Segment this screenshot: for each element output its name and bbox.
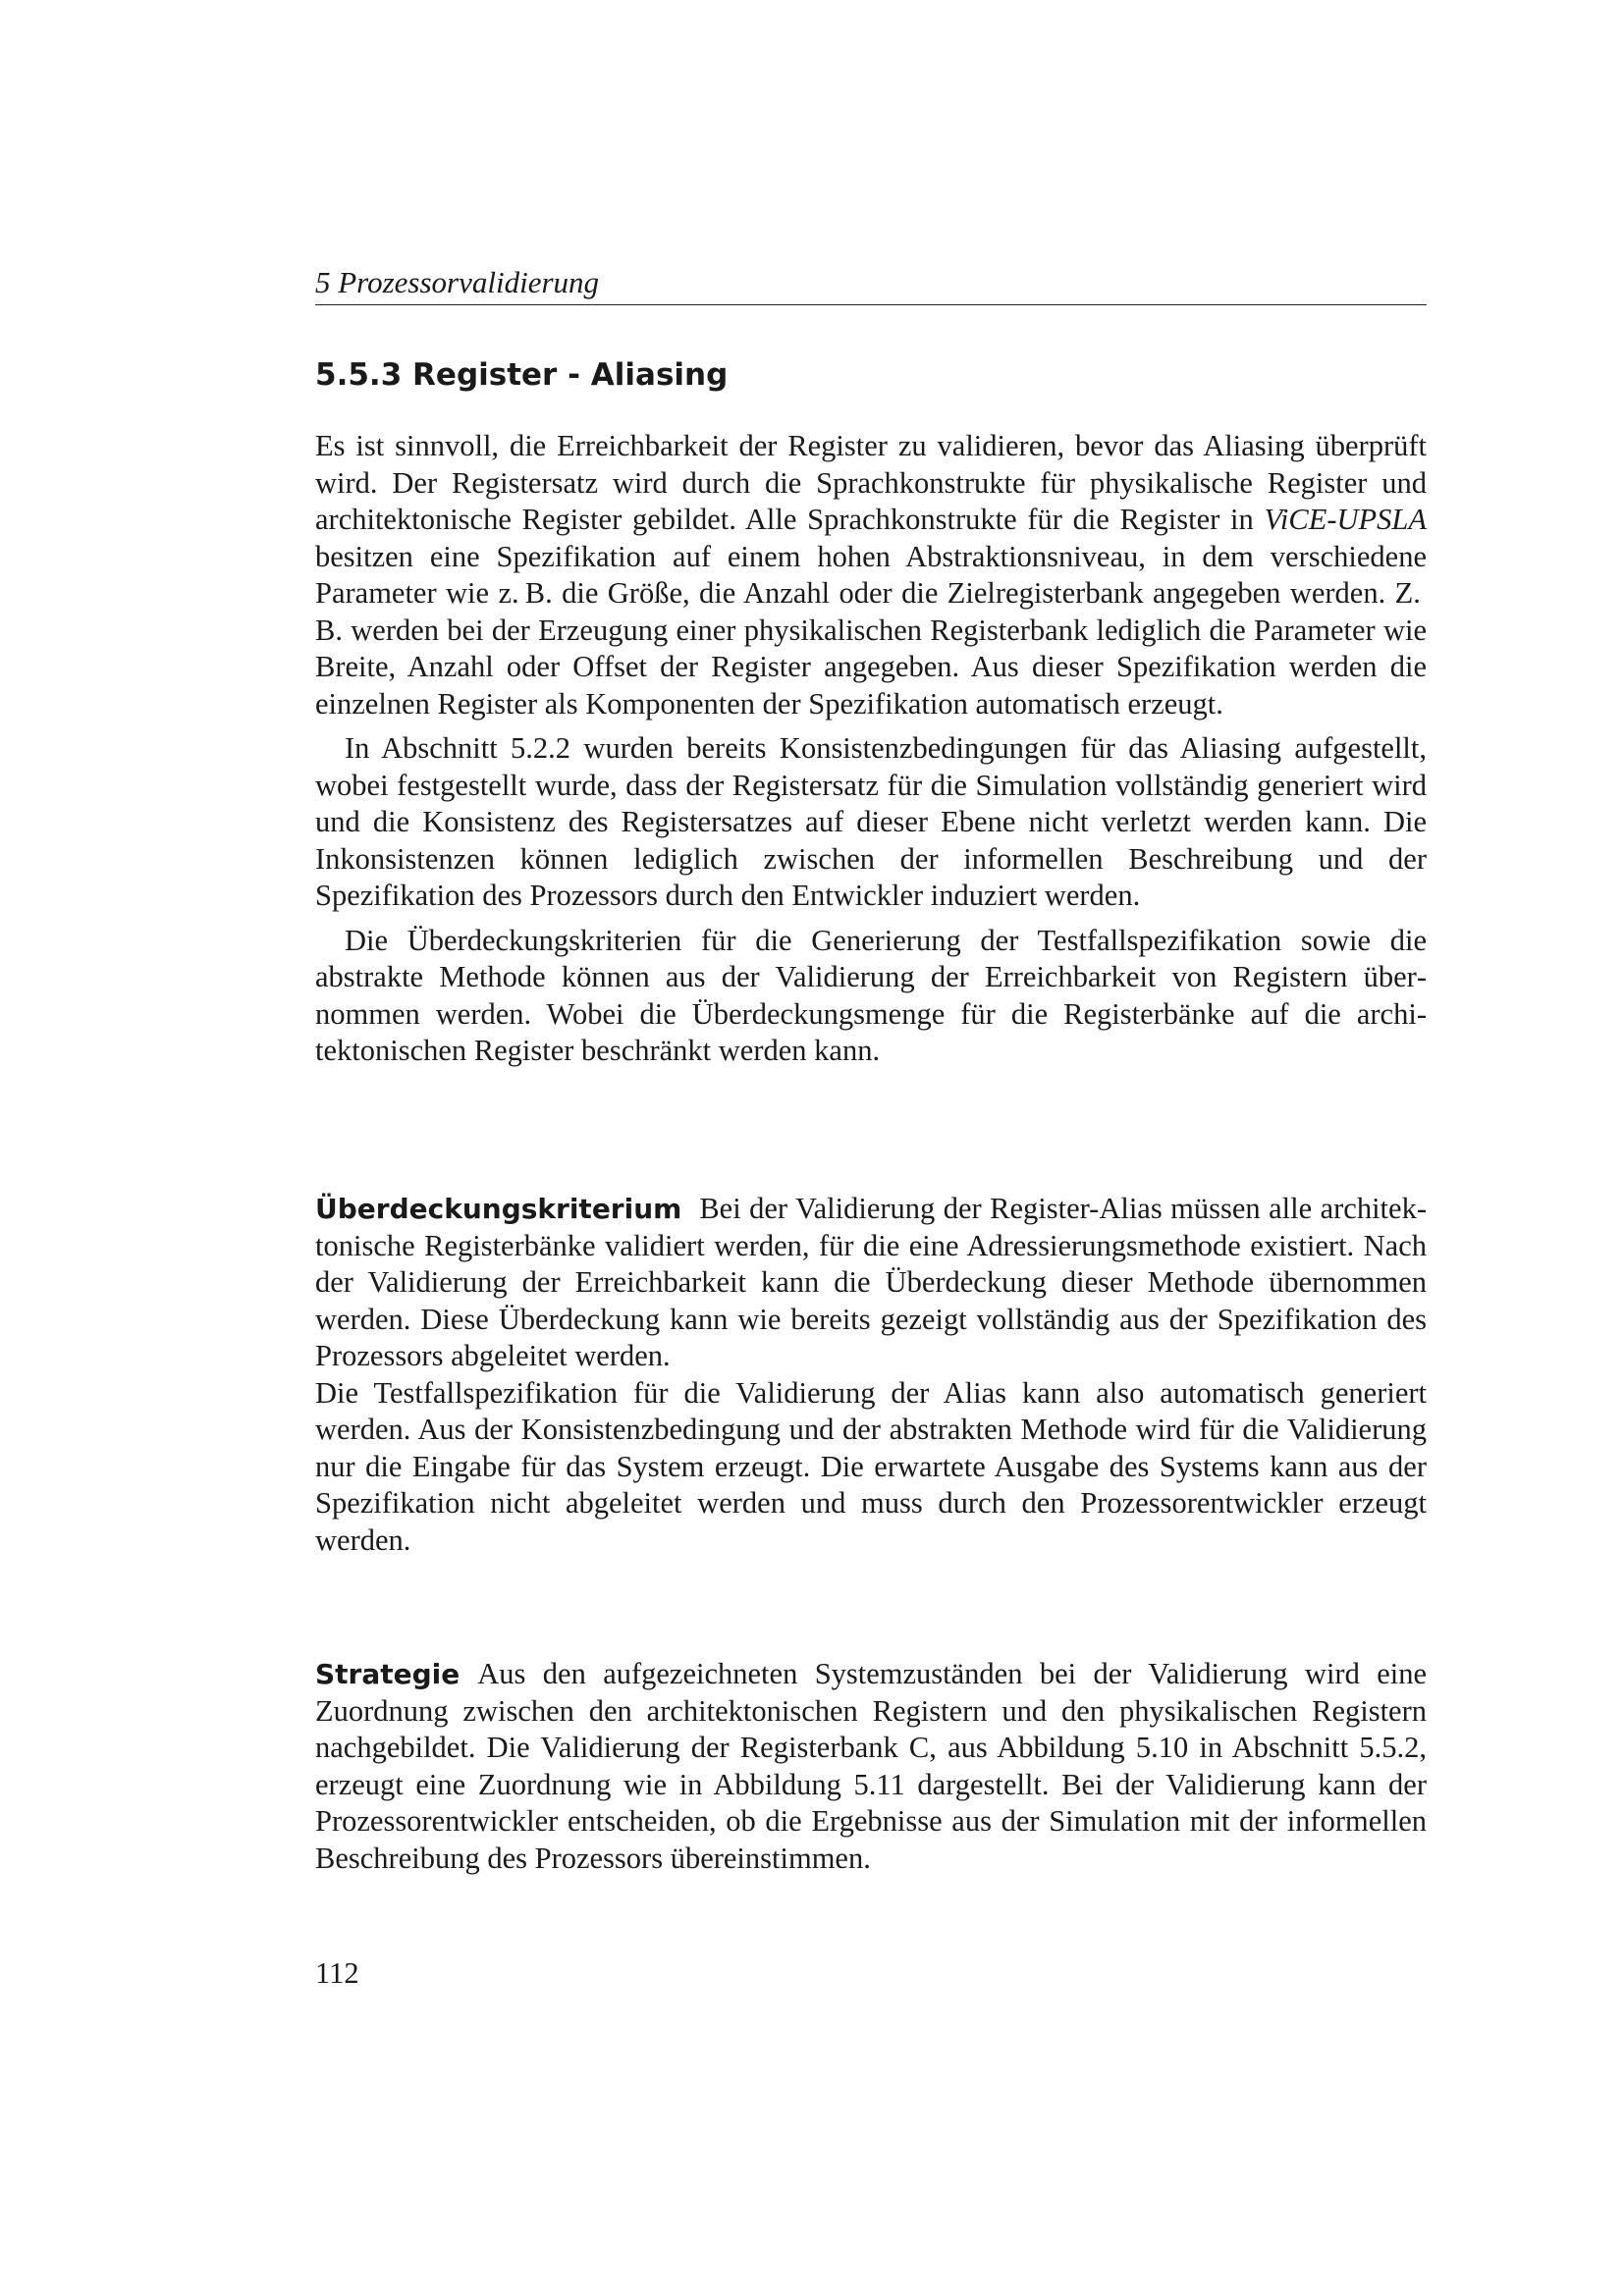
paragraph-3: Die Überdeckungskriterien für die Generierung der Testfallspezifikation sowie die abstrakte Methode können aus der Validierung der Erreichbarkeit von Registern übernommen werden. Wobei die Überdeckungsmenge für die Registerbänke auf die architektonischen Register beschränkt werden kann. — [315, 923, 1427, 1067]
header-rule — [315, 304, 1427, 305]
paragraph-1-text-a: Es ist sinnvoll, die Erreichbarkeit der Register zu validieren, bevor das Aliasing überprüft wird. Der Registersatz wird durch die Sprachkonstrukte für physikalische Register und architektonische Register gebildet. Alle Sprachkonstrukte für die Register in — [315, 429, 1427, 536]
strategy-block — [315, 1656, 1427, 1877]
coverage-text-1: Bei der Validierung der Register-Alias müssen alle architektonische Registerbänke validiert werden, für die eine Adressierungsmethode existiert. Nach der Validierung der Erreichbarkeit kann die Überdeckung dieser Methode übernommen werden. Diese Überdeckung kann wie bereits gezeigt vollständig aus der Spezifikation des Prozessors abgeleitet werden. — [315, 1192, 1427, 1372]
strategy-run-in-heading: Strategie — [315, 1658, 460, 1690]
paragraph-1 — [315, 428, 1427, 722]
strategy-text: Aus den aufgezeichneten Systemzuständen bei der Validierung wird eine Zuordnung zwischen den architektonischen Registern und den physikalischen Registern nachgebildet. Die Validierung der Registerbank C, aus Abbildung 5.10 in Abschnitt 5.5.2, erzeugt eine Zuordnung wie in Abbildung 5.11 dargestellt. Bei der Validierung kann der Prozessorentwickler entscheiden, ob die Ergebnisse aus der Simulation mit der informellen Beschreibung des Prozessors übereinstimmen. — [315, 1657, 1427, 1875]
coverage-paragraph-1 — [315, 1191, 1427, 1375]
coverage-paragraph-2: Die Testfallspezifikation für die Validierung der Alias kann also automatisch generiert werden. Aus der Konsistenzbedingung und der abstrakten Methode wird für die Validierung nur die Eingabe für das System erzeugt. Die erwartete Ausgabe des Systems kann aus der Spezifikation nicht abgeleitet werden und muss durch den Prozessorentwickler erzeugt werden. — [315, 1375, 1427, 1557]
section-body — [315, 428, 1427, 1070]
strategy-paragraph — [315, 1656, 1427, 1877]
running-head: 5 Prozessorvalidierung — [315, 265, 600, 299]
paragraph-2: In Abschnitt 5.2.2 wurden bereits Konsistenzbedingungen für das Aliasing aufgestellt, wobei festgestellt wurde, dass der Registersatz für die Simulation vollständig generiert wird und die Konsistenz des Registersatzes auf dieser Ebene nicht verletzt werden kann. Die Inkonsistenzen können lediglich zwischen der informellen Beschreibung und der Spezifikation des Prozessors durch den Entwickler induziert werden. — [315, 731, 1427, 912]
paragraph-1-text-b: besitzen eine Spezifikation auf einem hohen Abstraktionsniveau, in dem verschiedene Parameter wie z. B. die Größe, die Anzahl oder die Zielregisterbank angegeben werden. Z. B. werden bei der Erzeugung einer physikalischen Registerbank lediglich die Parameter wie Breite, Anzahl oder Offset der Register angegeben. Aus dieser Spezifikation werden die einzelnen Register als Komponenten der Spezifikation automatisch erzeugt. — [315, 539, 1427, 721]
coverage-run-in-heading: Überdeckungskriterium — [315, 1193, 682, 1225]
page-number: 112 — [315, 1956, 359, 1990]
section-title: 5.5.3 Register - Aliasing — [315, 357, 729, 393]
coverage-criterion-block — [315, 1191, 1427, 1559]
system-name-emphasis: ViCE-UPSLA — [1264, 503, 1427, 536]
